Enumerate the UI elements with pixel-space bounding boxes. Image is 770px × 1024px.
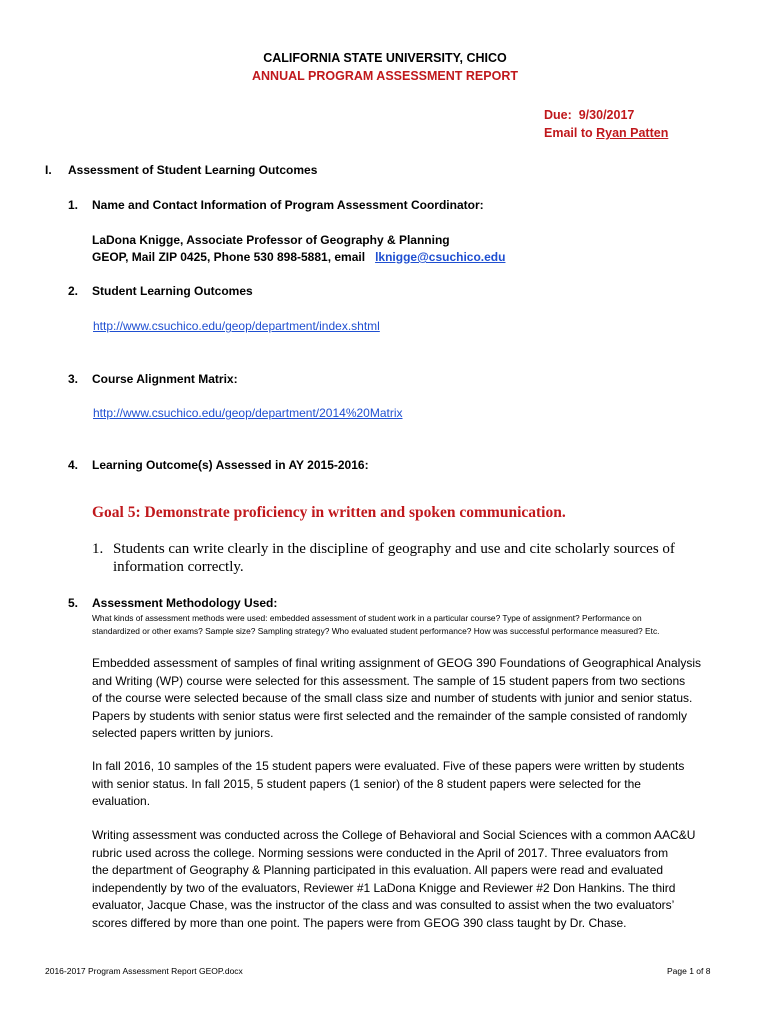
item5-title: Assessment Methodology Used: xyxy=(92,596,278,610)
item3-title: Course Alignment Matrix: xyxy=(92,372,238,386)
paragraph-line: of the course were selected because of the small class size and number of students with junior and senior status. xyxy=(92,691,693,705)
university-name: CALIFORNIA STATE UNIVERSITY, CHICO xyxy=(263,51,507,65)
email-to-link[interactable]: Ryan Patten xyxy=(596,126,669,140)
email-line xyxy=(544,126,668,140)
paragraph-3 xyxy=(92,827,695,932)
outcome-line1: Students can write clearly in the discipline of geography and use and cite scholarly sources of xyxy=(113,541,675,557)
paragraph-line: and Writing (WP) course were selected for this assessment. The sample of 15 student papers from two sections xyxy=(92,673,686,688)
item1-number: 1. xyxy=(68,198,79,212)
contact-email-link[interactable]: lknigge@csuchico.edu xyxy=(375,250,506,264)
contact-details: GEOP, Mail ZIP 0425, Phone 530 898-5881, email xyxy=(92,250,366,264)
paragraph-line: scores differed by more than one point. The papers were from GEOG 390 class taught by Dr. Chase. xyxy=(92,915,627,930)
footer-filename: 2016-2017 Program Assessment Report GEOP.docx xyxy=(45,966,243,976)
due-label: Due: xyxy=(544,108,572,122)
goal-title: Goal 5: Demonstrate proficiency in written and spoken communication. xyxy=(92,504,566,521)
method-hint-line2: standardized or other exams? Sample size? Sampling strategy? Who evaluated student performance? How was successful performance measured? Etc. xyxy=(92,626,660,636)
footer-page-number: Page 1 of 8 xyxy=(667,966,711,976)
paragraph-2 xyxy=(92,758,684,811)
item4-number: 4. xyxy=(68,458,79,472)
item3-number: 3. xyxy=(68,372,79,386)
email-prefix: Email to xyxy=(544,126,597,140)
paragraph-line: selected papers written by juniors. xyxy=(92,726,274,740)
paragraph-line: Papers by students with senior status were first selected and the remainder of the sample consisted of randomly xyxy=(92,708,687,723)
paragraph-line: rubric used across the college. Norming sessions were conducted in the April of 2017. Three evaluators from xyxy=(92,845,669,860)
paragraph-line: evaluator, Jacque Chase, was the instructor of the class and was consulted to assist when the two evaluators’ xyxy=(92,898,675,912)
item5-number: 5. xyxy=(68,596,79,610)
paragraph-line: Writing assessment was conducted across the College of Behavioral and Social Sciences with a common AAC&U xyxy=(92,828,696,842)
section-numeral: I. xyxy=(45,163,52,177)
item2-number: 2. xyxy=(68,284,79,298)
paragraph-line: evaluation. xyxy=(92,794,151,808)
paragraph-line: In fall 2016, 10 samples of the 15 student papers were evaluated. Five of these papers were written by students xyxy=(92,759,685,773)
paragraph-line: Embedded assessment of samples of final writing assignment of GEOG 390 Foundations of Geographical Analysis xyxy=(92,656,701,670)
paragraph-line: independently by two of the evaluators, Reviewer #1 LaDona Knigge and Reviewer #2 Don Hankins. The third xyxy=(92,880,676,895)
item2-title: Student Learning Outcomes xyxy=(92,284,253,298)
contact-line1: LaDona Knigge, Associate Professor of Geography & Planning xyxy=(92,233,450,247)
slo-link[interactable]: http://www.csuchico.edu/geop/department/index.shtml xyxy=(93,319,380,333)
contact-line2 xyxy=(92,250,505,264)
outcome-line2: information correctly. xyxy=(113,559,244,575)
paragraph-line: the department of Geography & Planning participated in this evaluation. All papers were read and evaluated xyxy=(92,863,664,877)
outcome-number: 1. xyxy=(92,541,104,557)
item1-title: Name and Contact Information of Program Assessment Coordinator: xyxy=(92,198,484,212)
due-line xyxy=(544,108,634,122)
section-title: Assessment of Student Learning Outcomes xyxy=(68,163,318,177)
method-hint-line1: What kinds of assessment methods were used: embedded assessment of student work in a particular course? Type of assignment? Performance on xyxy=(92,613,642,623)
report-title: ANNUAL PROGRAM ASSESSMENT REPORT xyxy=(252,69,518,83)
due-date: 9/30/2017 xyxy=(578,108,635,122)
paragraph-1 xyxy=(92,655,701,743)
paragraph-line: with senior status. In fall 2015, 5 student papers (1 senior) of the 8 student papers were selected for the xyxy=(92,776,641,791)
item4-title: Learning Outcome(s) Assessed in AY 2015-2016: xyxy=(92,458,369,472)
matrix-link[interactable]: http://www.csuchico.edu/geop/department/2014%20Matrix xyxy=(93,406,403,420)
